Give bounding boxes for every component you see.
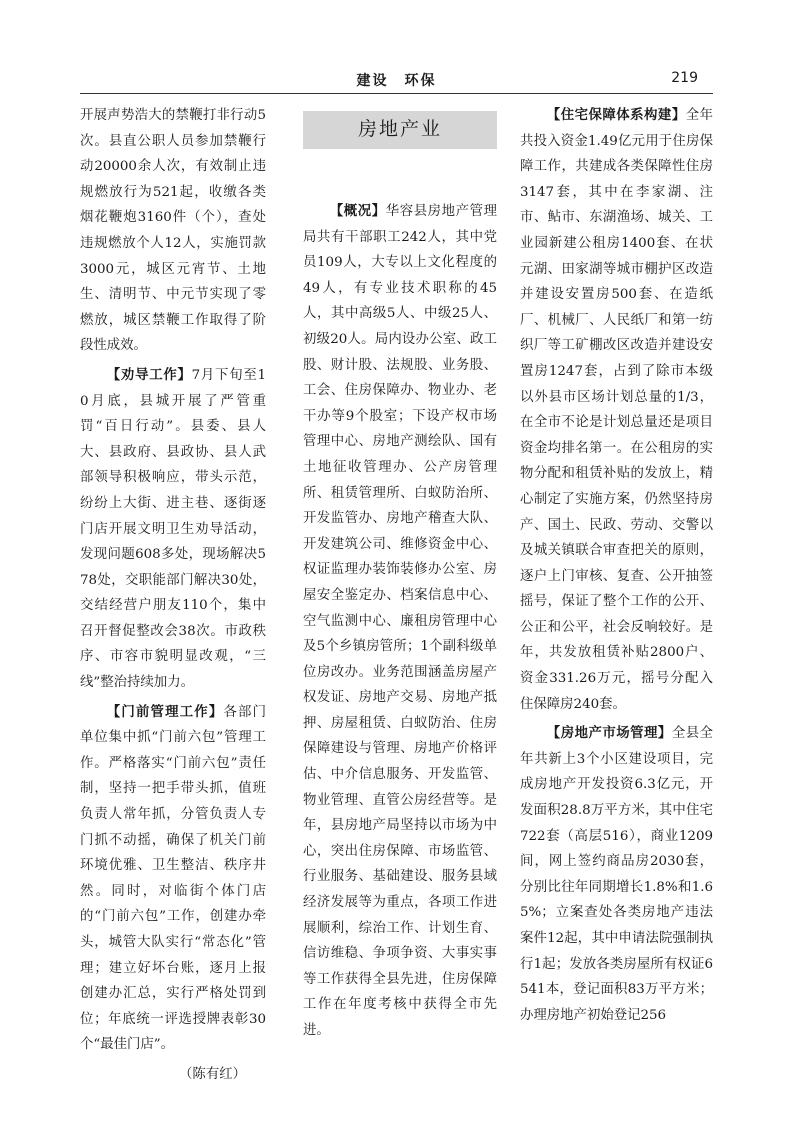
paragraph-overview [303,199,497,1044]
paragraph-persuasion [80,363,266,696]
column-left [80,103,266,1088]
paragraph-body: 全县全年共新上3个小区建设项目，完成房地产开发投资6.3亿元，开发面积28.8万平方米，其中住宅722套（高层516），商业1209间，网上签约商品房2030套，分别比往年同期增长1.8%和1.65%；立案查处各类房地产违法案件12起，其中申请法院强制执行1起；发放各类房屋所有权证6541本，登记面积83万平方米；办理房地产初始登记256 [520,726,714,1023]
paragraph-market-management [520,721,713,1028]
page-number: 219 [671,70,698,86]
paragraph-keyword: 【住宅保障体系构建】 [546,108,686,123]
running-header-title: 建设 环保 [356,73,437,89]
paragraph-body: 华容县房地产管理局共有干部职工242人，其中党员109人，大专以上文化程度的49人，有专业技术职称的45人，其中高级5人、中级25人、初级20人。局内设办公室、政工股、财计股、法规股、业务股、工会、住房保障办、物业办、老干办等9个股室；下设产权市场管理中心、房地产测绘队、国有土地征收管理办、公产房管理所、租赁管理所、白蚁防治所、开发监管办、房地产稽查大队、开发建筑公司、维修资金中心、权证监理办装饰装修办公室、房屋安全鉴定办、档案信息中心、空气监测中心、廉租房管理中心及5个乡镇房管所；1个副科级单位房改办。业务范围涵盖房屋产权发证、房地产交易、房地产抵押、房屋租赁、白蚁防治、住房保障建设与管理、房地产价格评估、中介信息服务、开发监管、物业管理、直管公房经营等。是年，县房地产局坚持以市场为中心，突出住房保障、市场监管、行业服务、基础建设、服务县域经济发展等为重点，各项工作进展顺利，综治工作、计划生育、信访维稳、争项争资、大事实事等工作获得全县先进，住房保障工作在年度考核中获得全市先进。 [303,204,498,1038]
author-credit: （陈有红） [179,1066,246,1082]
paragraph-keyword: 【概况】 [329,204,386,219]
paragraph-housing-security [520,103,713,717]
paragraph-body: 全年共投入资金1.49亿元用于住房保障工作，共建成各类保障性住房3147套，其中在李家湖、注市、鲇市、东湖渔场、城关、工业园新建公租房1400套、在状元湖、田家湖等城市棚护区改造并建设安置房500套、在造纸厂、机械厂、人民纸厂和第一纺织厂等工矿棚改区改造并建设安置房1247套，占到了除市本级以外县市区场计划总量的1/3，在全市不论是计划总量还是项目资金均排名第一。在公租房的实物分配和租赁补贴的发放上，精心制定了实施方案，仍然坚持房产、国土、民政、劳动、交警以及城关镇联合审查把关的原则，逐户上门审核、复查、公开抽签摇号，保证了整个工作的公开、公正和公平，社会反响较好。是年，共发放租赁补贴2800户、资金331.26万元，摇号分配入住保障房240套。 [520,108,714,712]
header-divider [80,93,713,94]
section-title: 房地产业 [303,111,497,149]
paragraph-body: 7月下旬至10月底，县城开展了严管重罚“百日行动”。县委、县人大、县政府、县政协、县人武部领导积极响应，带头示范，纷纷上大街、进主巷、逐街逐门店开展文明卫生劝导活动，发现问题608多处，现场解决578处，交职能部门解决30处，交结经营户朋友110个，集中召开督促整改会38次。市政秩序、市容市貌明显改观，“三线”整治持续加力。 [80,367,266,691]
paragraph-storefront [80,700,266,1058]
column-right [520,103,713,1032]
paragraph-keyword: 【劝导工作】 [106,367,192,383]
paragraph-keyword: 【门前管理工作】 [106,704,224,720]
paragraph-body: 各部门单位集中抓“门前六包”管理工作。严格落实“门前六包”责任制，坚持一把手带头抓，值班负责人常年抓，分管负责人专门抓不动摇，确保了机关门前环境优雅、卫生整洁、秩序井然。同时，对临街个体门店的“门前六包”工作，创建办牵头，城管大队实行“常态化”管理；建立好坏台账，逐月上报创建办汇总，实行严格处罚到位；年底统一评选授牌表彰30个“最佳门店”。 [80,704,267,1053]
paragraph-continuation: 开展声势浩大的禁鞭打非行动5次。县直公职人员参加禁鞭行动20000余人次，有效制止违规燃放行为521起，收缴各类烟花鞭炮3160件（个），查处违规燃放个人12人，实施罚款3000元，城区元宵节、土地生、清明节、中元节实现了零燃放，城区禁鞭工作取得了阶段性成效。 [80,108,266,354]
paragraph-keyword: 【房地产市场管理】 [546,726,672,742]
column-middle [303,103,497,1048]
